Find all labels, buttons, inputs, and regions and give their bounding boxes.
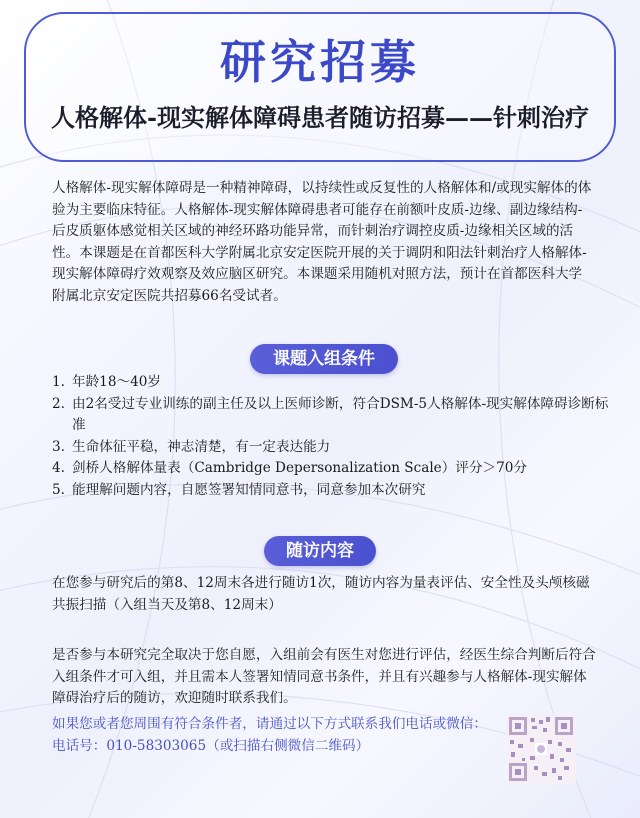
list-item bbox=[52, 394, 612, 437]
list-item-text: 能理解问题内容，自愿签署知情同意书，同意参加本次研究 bbox=[72, 481, 426, 498]
list-item-text: 生命体征平稳，神志清楚，有一定表达能力 bbox=[72, 438, 331, 455]
qr-code-pattern bbox=[506, 714, 576, 784]
list-item-number: 5. bbox=[52, 481, 65, 498]
intro-paragraph: 人格解体-现实解体障碍是一种精神障碍，以持续性或反复性的人格解体和/或现实解体的体验为主要临床特征。人格解体-现实解体障碍患者可能存在前额叶皮质-边缘、副边缘结构-后皮质躯体感觉相关区域的神经环路功能异常，而针刺治疗调控皮质-边缘相关区域的活性。本课题是在首都医科大学附属北京安定医院开展的关于调阴和阳法针刺治疗人格解体-现实解体障碍疗效观察及效应脑区研究。本课题采用随机对照方法，预计在首都医科大学附属北京安定医院共招募66名受试者。 bbox=[52, 180, 592, 304]
list-item bbox=[52, 458, 612, 480]
consent-paragraph: 是否参与本研究完全取决于您自愿，入组前会有医生对您进行评估，经医生综合判断后符合入组条件才可入组，并且需本人签署知情同意书条件，并且有兴趣参与人格解体-现实解体障碍治疗后的随访，欢迎随时联系我们。 bbox=[52, 647, 596, 706]
list-item-number: 2. bbox=[52, 395, 65, 412]
list-item bbox=[52, 480, 612, 502]
contact-phone: 电话号：010-58303065（或扫描右侧微信二维码） bbox=[52, 737, 370, 754]
wechat-qr-code-icon[interactable] bbox=[506, 714, 576, 784]
list-item-number: 4. bbox=[52, 460, 65, 477]
page-subtitle: 人格解体-现实解体障碍患者随访招募——针刺治疗 bbox=[51, 103, 589, 132]
page-title: 研究招募 bbox=[220, 35, 420, 89]
list-item-number: 1. bbox=[52, 374, 65, 390]
criteria-heading: 课题入组条件 bbox=[250, 344, 398, 374]
followup-paragraph: 在您参与研究后的第8、12周末各进行随访1次，随访内容为量表评估、安全性及头颅核磁共振扫描（入组当天及第8、12周末） bbox=[52, 575, 590, 613]
followup-heading: 随访内容 bbox=[264, 536, 376, 566]
list-item-number: 3. bbox=[52, 438, 65, 455]
list-item bbox=[52, 437, 612, 459]
list-item bbox=[52, 372, 612, 394]
list-item-text: 年龄18～40岁 bbox=[72, 374, 161, 390]
list-item-text: 剑桥人格解体量表（Cambridge Depersonalization Scale）评分＞70分 bbox=[72, 460, 527, 477]
list-item-text: 由2名受过专业训练的副主任及以上医师诊断，符合DSM-5人格解体-现实解体障碍诊断标准 bbox=[72, 395, 609, 434]
contact-block bbox=[52, 714, 502, 757]
criteria-list bbox=[52, 372, 612, 502]
contact-line: 如果您或者您周围有符合条件者，请通过以下方式联系我们电话或微信： bbox=[52, 716, 487, 732]
